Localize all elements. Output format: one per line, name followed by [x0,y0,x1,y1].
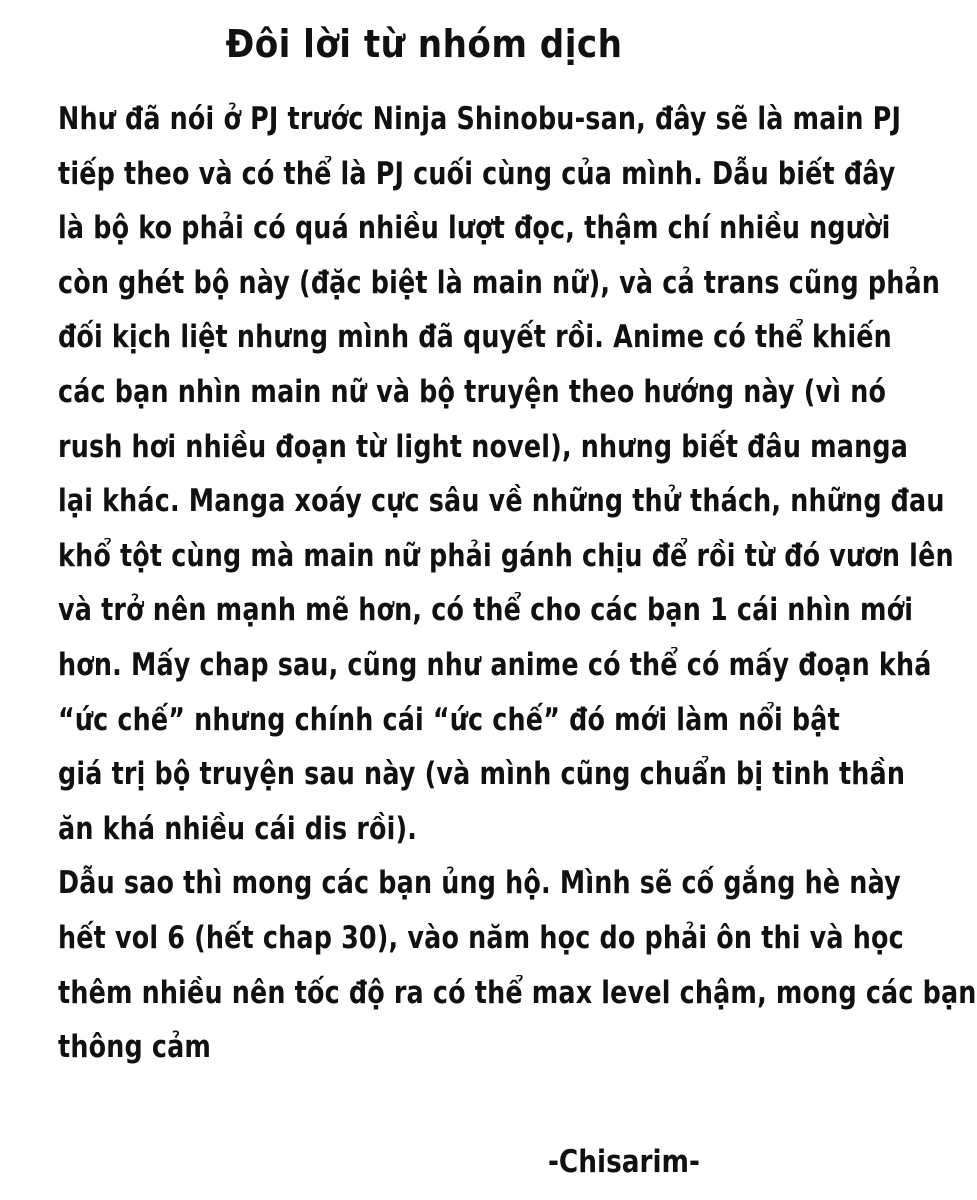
note-body [58,92,977,1075]
note-line: khổ tột cùng mà main nữ phải gánh chịu để rồi từ đó vươn lên [58,537,954,574]
note-line: lại khác. Manga xoáy cực sâu về những thử thách, những đau [58,483,945,520]
note-line: giá trị bộ truyện sau này (và mình cũng chuẩn bị tinh thần [58,756,906,793]
note-line: hết vol 6 (hết chap 30), vào năm học do phải ôn thi và học [58,919,904,956]
note-line: rush hơi nhiều đoạn từ light novel), nhưng biết đâu manga [58,428,909,465]
note-line: và trở nên mạnh mẽ hơn, có thể cho các bạn 1 cái nhìn mới [58,592,914,629]
note-line: ăn khá nhiều cái dis rồi). [58,810,418,847]
note-line: Như đã nói ở PJ trước Ninja Shinobu-san, đây sẽ là main PJ [58,101,902,137]
note-line: hơn. Mấy chap sau, cũng như anime có thể có mấy đoạn khá [58,646,932,683]
page-title: Đôi lời từ nhóm dịch [225,22,623,66]
note-line: thông cảm [58,1029,212,1066]
note-line: “ức chế” nhưng chính cái “ức chế” đó mới làm nổi bật [58,701,840,738]
note-line: thêm nhiều nên tốc độ ra có thể max level chậm, mong các bạn [58,974,977,1011]
note-line: tiếp theo và có thể là PJ cuối cùng của mình. Dẫu biết đây [58,155,896,192]
note-line: đối kịch liệt nhưng mình đã quyết rồi. Anime có thể khiến [58,319,892,356]
note-line: Dẫu sao thì mong các bạn ủng hộ. Mình sẽ cố gắng hè này [58,865,901,902]
note-line: là bộ ko phải có quá nhiều lượt đọc, thậm chí nhiều người [58,210,891,247]
note-line: các bạn nhìn main nữ và bộ truyện theo hướng này (vì nó [58,373,887,410]
note-line: còn ghét bộ này (đặc biệt là main nữ), và cả trans cũng phản [58,264,941,301]
signature: -Chisarim- [548,1144,700,1180]
